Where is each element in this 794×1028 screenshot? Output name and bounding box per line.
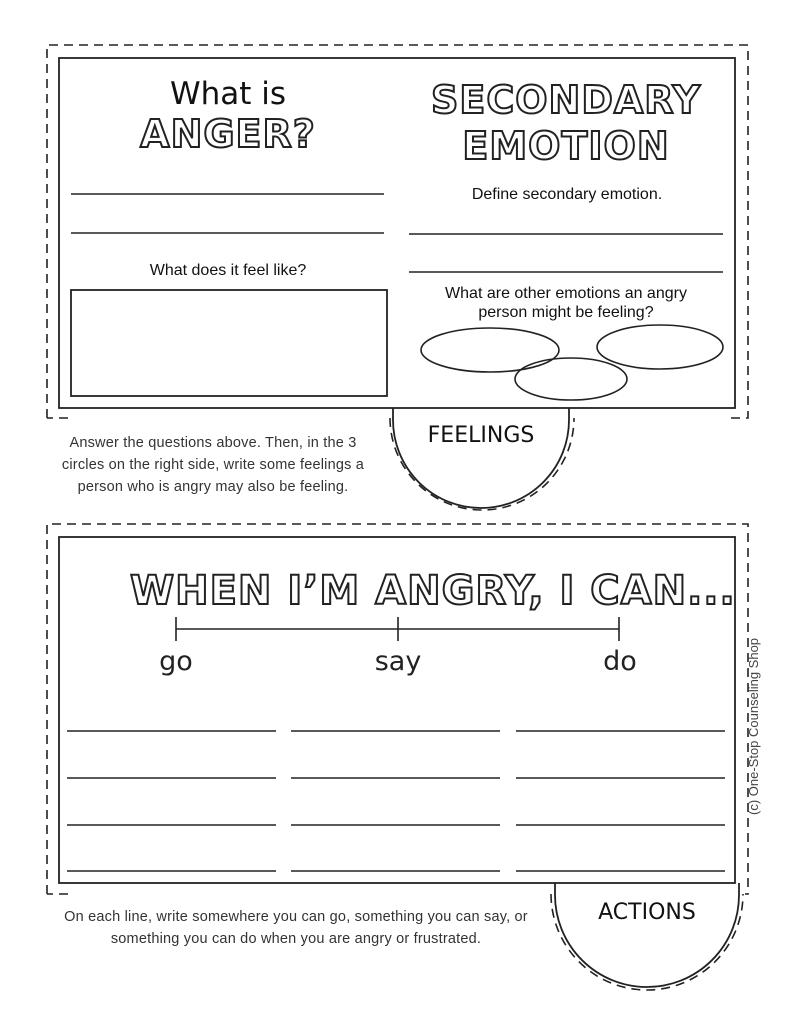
- what-is-heading: What is: [169, 76, 287, 112]
- feel-like-prompt: What does it feel like?: [149, 262, 307, 279]
- bottom-instructions-line1: On each line, write somewhere you can go, something you can say, or: [64, 909, 528, 925]
- column-label-say: say: [374, 646, 422, 677]
- actions-tab: [555, 883, 739, 987]
- emotion-heading: EMOTION: [462, 124, 670, 168]
- feelings-tab-label: FEELINGS: [427, 423, 535, 448]
- top-instructions-line1: Answer the questions above. Then, in the 3: [69, 435, 357, 451]
- actions-tab-label: ACTIONS: [598, 900, 696, 925]
- column-label-do: do: [603, 646, 637, 677]
- action-answer-lines: [67, 731, 725, 871]
- emotion-oval-3: [515, 358, 627, 400]
- go-say-do-timeline: [176, 617, 619, 641]
- copyright-credit: (c) One-Stop Counseling Shop: [746, 637, 761, 815]
- secondary-heading: SECONDARY: [431, 78, 701, 122]
- bottom-instructions-line2: something you can do when you are angry or frustrated.: [110, 931, 482, 947]
- when-angry-heading: WHEN I’M ANGRY, I CAN...: [130, 568, 736, 614]
- other-emotions-prompt-line2: person might be feeling?: [478, 304, 654, 321]
- emotion-oval-1: [421, 328, 559, 372]
- top-instructions-line2: circles on the right side, write some feelings a: [61, 457, 365, 473]
- feel-answer-box: [71, 290, 387, 396]
- emotion-oval-2: [597, 325, 723, 369]
- column-label-go: go: [159, 646, 193, 677]
- top-instructions-line3: person who is angry may also be feeling.: [77, 479, 349, 495]
- anger-heading: ANGER?: [140, 112, 316, 156]
- define-secondary-prompt: Define secondary emotion.: [471, 186, 663, 203]
- other-emotions-prompt-line1: What are other emotions an angry: [445, 285, 687, 302]
